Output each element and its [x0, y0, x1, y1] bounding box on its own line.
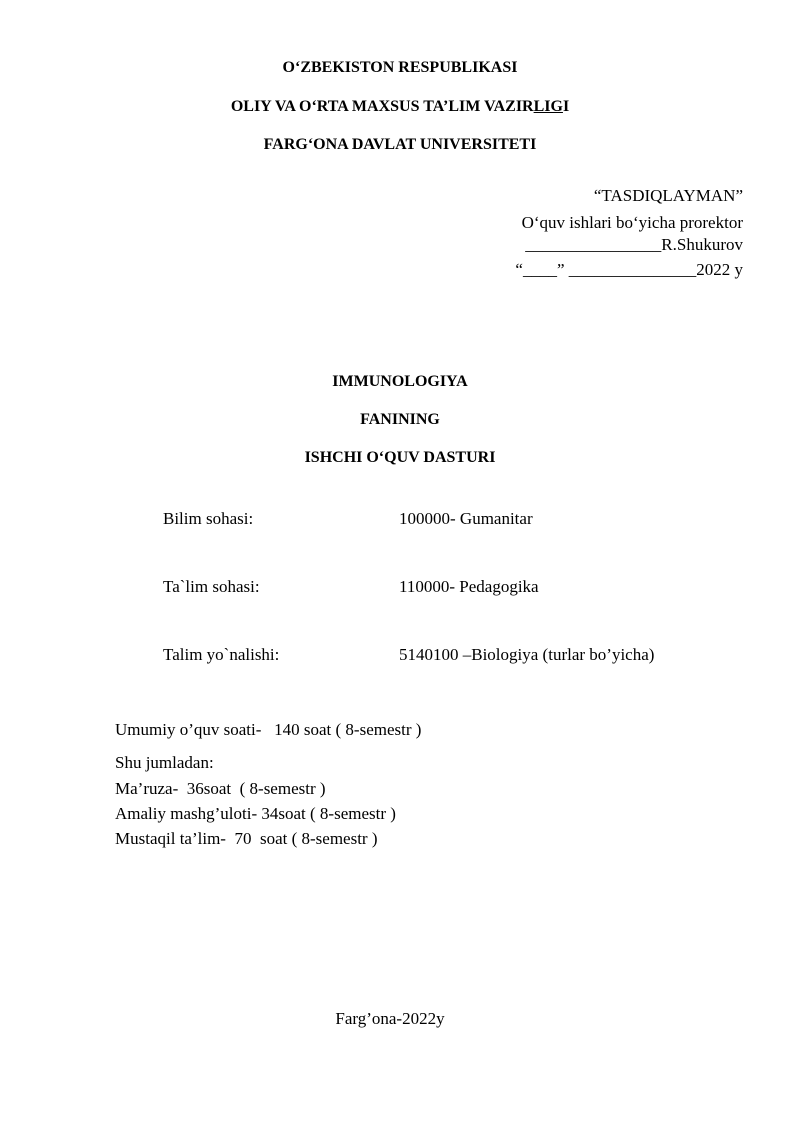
including-label: Shu jumladan:: [115, 753, 214, 772]
approval-signature-line: ________________R.Shukurov: [525, 235, 743, 254]
university-heading: FARG‘ONA DAVLAT UNIVERSITETI: [263, 136, 537, 153]
subject-subtitle: FANINING: [360, 411, 440, 428]
approval-date-line: “____” _______________2022 y: [515, 260, 743, 279]
ministry-republic-heading: O‘ZBEKISTON RESPUBLIKASI: [282, 59, 518, 76]
independent-study-hours: Mustaqil ta’lim- 70 soat ( 8-semestr ): [115, 829, 378, 848]
field-label-direction: Talim yo`nalishi:: [163, 645, 280, 664]
lecture-hours: Ma’ruza- 36soat ( 8-semestr ): [115, 779, 326, 798]
field-value-knowledge-area: 100000- Gumanitar: [399, 509, 533, 528]
field-label-education-area: Ta`lim sohasi:: [163, 577, 260, 596]
practical-hours: Amaliy mashg’uloti- 34soat ( 8-semestr ): [115, 804, 396, 823]
approval-position: O‘quv ishlari bo‘yicha prorektor: [521, 213, 743, 232]
program-title: ISHCHI O‘QUV DASTURI: [304, 449, 496, 466]
ministry-name-end: I: [562, 98, 570, 115]
approval-title: “TASDIQLAYMAN”: [593, 186, 743, 205]
ministry-name-heading: [0, 98, 800, 116]
ministry-name-main: OLIY VA O‘RTA MAXSUS TA’LIM VAZIR: [230, 98, 534, 115]
ministry-name-underlined: LIG: [533, 98, 563, 115]
field-value-direction: 5140100 –Biologiya (turlar bo’yicha): [399, 645, 655, 664]
subject-title: IMMUNOLOGIYA: [332, 373, 468, 390]
field-value-education-area: 110000- Pedagogika: [399, 577, 539, 596]
field-label-knowledge-area: Bilim sohasi:: [163, 509, 254, 528]
place-year: Farg’ona-2022y: [335, 1009, 445, 1028]
total-hours: Umumiy o’quv soati- 140 soat ( 8-semestr ): [115, 720, 422, 739]
